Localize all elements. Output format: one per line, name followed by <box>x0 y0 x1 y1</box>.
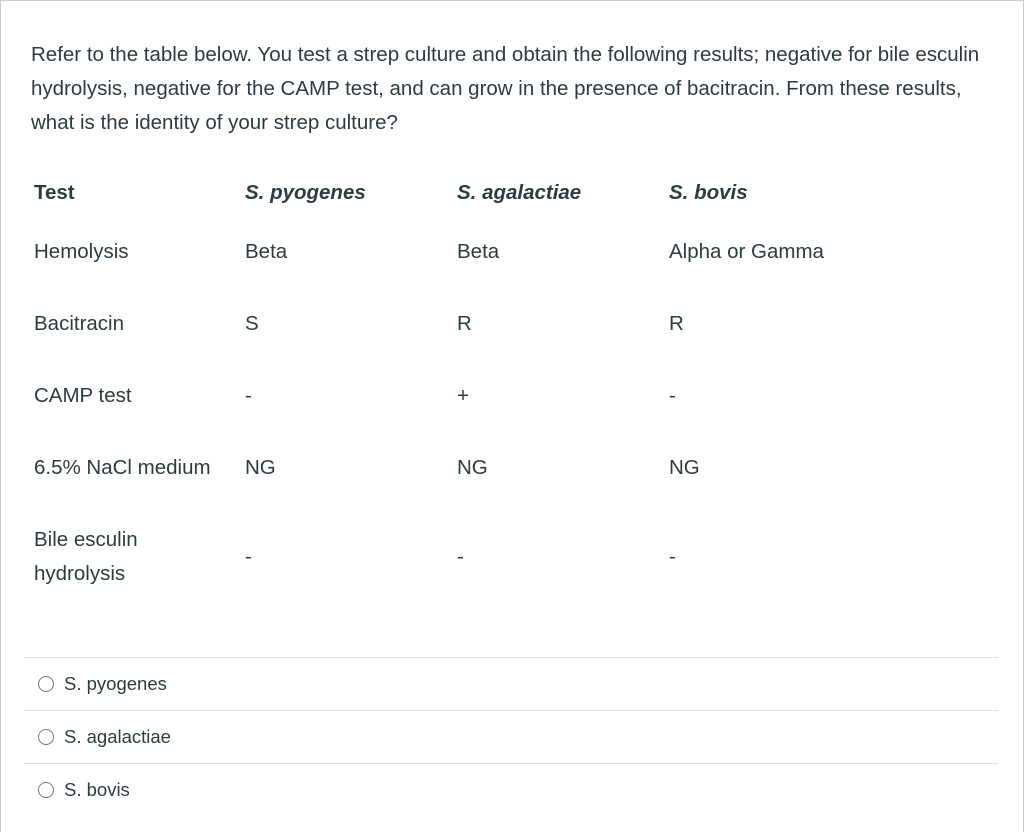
answer-label: S. agalactiae <box>64 726 171 747</box>
table-cell: Hemolysis <box>34 240 129 263</box>
table-cell: NG <box>457 456 488 479</box>
table-cell: - <box>245 384 252 407</box>
table-row <box>24 432 979 504</box>
results-table <box>24 170 979 610</box>
table-cell: - <box>669 545 676 568</box>
table-row <box>24 360 979 432</box>
table-cell: Beta <box>457 240 500 263</box>
table-cell: S <box>245 312 259 335</box>
answer-option-s-bovis[interactable] <box>24 763 998 816</box>
table-cell: CAMP test <box>34 384 132 407</box>
question-text: Refer to the table below. You test a strep culture and obtain the following results; negative for bile esculin hydrolysis, negative for the CAMP test, and can grow in the presence of bacitracin. From these results, what is the identity of your strep culture? <box>31 43 980 134</box>
table-header-row <box>24 170 979 216</box>
table-cell: - <box>669 384 676 407</box>
answer-option-s-agalactiae[interactable] <box>24 710 998 763</box>
table-cell: Bile esculin hydrolysis <box>34 528 138 585</box>
table-cell: NG <box>245 456 276 479</box>
table-header-cell: S. bovis <box>669 181 748 204</box>
radio-button[interactable] <box>38 676 54 692</box>
table-row <box>24 504 979 610</box>
table-cell: Bacitracin <box>34 312 125 335</box>
table-header-cell: S. agalactiae <box>457 181 582 204</box>
table-header-cell: S. pyogenes <box>245 181 366 204</box>
radio-button[interactable] <box>38 729 54 745</box>
radio-button[interactable] <box>38 782 54 798</box>
table-cell: - <box>245 545 252 568</box>
table-cell: 6.5% NaCl medium <box>34 456 211 479</box>
table-cell: Alpha or Gamma <box>669 240 824 263</box>
table-cell: R <box>669 312 684 335</box>
table-cell: + <box>457 384 469 407</box>
answer-label: S. bovis <box>64 779 130 800</box>
table-row <box>24 288 979 360</box>
table-header-cell: Test <box>34 181 75 204</box>
table-row <box>24 216 979 288</box>
table-cell: R <box>457 312 472 335</box>
table-cell: NG <box>669 456 700 479</box>
answer-list <box>24 657 998 816</box>
answer-label: S. pyogenes <box>64 673 167 694</box>
answer-option-s-pyogenes[interactable] <box>24 657 998 710</box>
table-cell: Beta <box>245 240 288 263</box>
table-cell: - <box>457 545 464 568</box>
